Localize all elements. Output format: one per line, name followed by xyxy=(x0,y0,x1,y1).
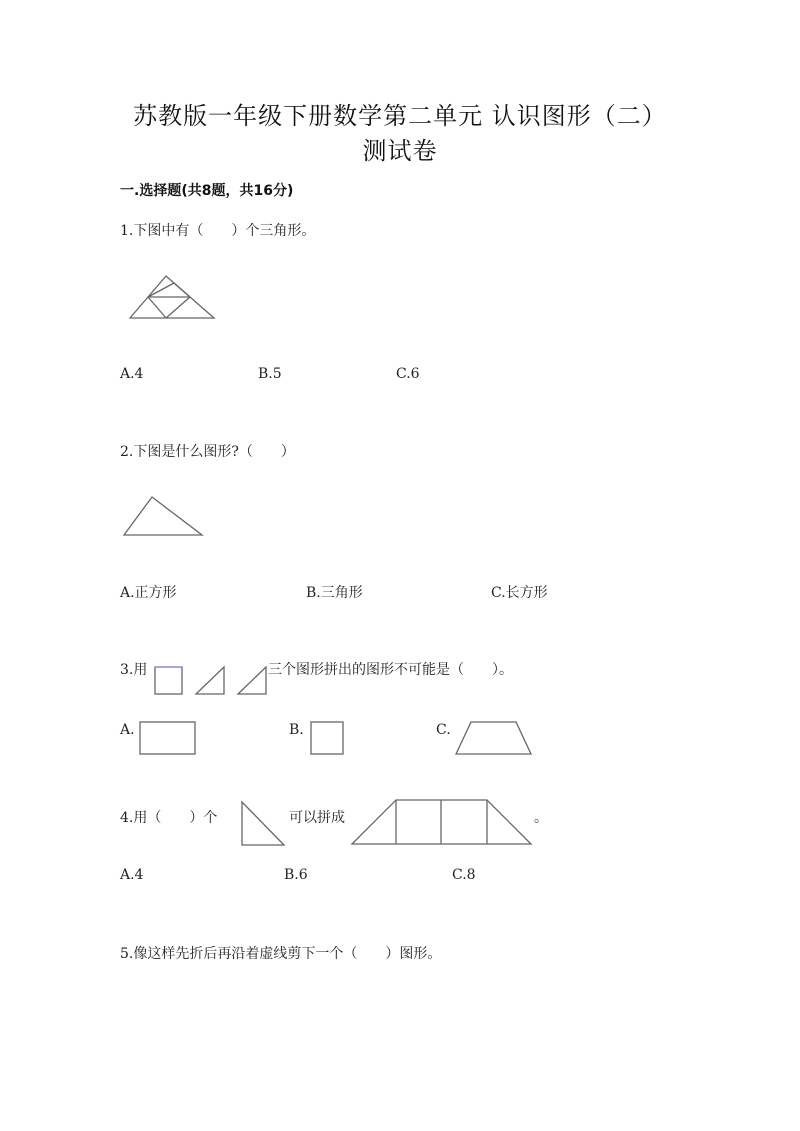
question-2-stem: 2.下图是什么图形?（ ） xyxy=(120,444,295,460)
question-1-stem: 1.下图中有（ ）个三角形。 xyxy=(120,223,316,239)
q1-option-a[interactable]: A.4 xyxy=(120,366,144,382)
question-4-stem-part3: 。 xyxy=(534,810,548,826)
q2-option-b[interactable]: B.三角形 xyxy=(306,585,363,601)
page-subtitle: 测试卷 xyxy=(362,137,438,165)
q1-triangle-figure xyxy=(126,274,218,322)
q2-option-a[interactable]: A.正方形 xyxy=(120,585,177,601)
q1-option-c[interactable]: C.6 xyxy=(396,366,420,382)
q2-option-c[interactable]: C.长方形 xyxy=(491,585,548,601)
q3-option-b-square xyxy=(309,720,345,756)
q3-shapes-figure xyxy=(152,664,272,696)
question-3-stem-suffix: 三个图形拼出的图形不可能是（ ）。 xyxy=(268,662,513,678)
page-title: 苏教版一年级下册数学第二单元 认识图形（二） xyxy=(133,102,667,130)
q1-option-b[interactable]: B.5 xyxy=(258,366,282,382)
question-4-stem-part1: 4.用（ ）个 xyxy=(120,810,218,826)
q3-option-c[interactable]: C. xyxy=(436,722,451,738)
q4-option-c[interactable]: C.8 xyxy=(452,867,476,883)
q3-option-a-rectangle xyxy=(138,720,198,756)
question-3-stem-prefix: 3.用 xyxy=(120,662,148,678)
q4-option-a[interactable]: A.4 xyxy=(120,867,144,883)
question-5-stem: 5.像这样先折后再沿着虚线剪下一个（ ）图形。 xyxy=(120,946,442,962)
q3-option-a[interactable]: A. xyxy=(120,722,135,738)
q4-option-b[interactable]: B.6 xyxy=(284,867,308,883)
q4-small-triangle xyxy=(240,800,286,848)
q4-composite-trapezoid xyxy=(350,798,534,848)
q3-option-c-trapezoid xyxy=(454,720,534,756)
q2-triangle-figure xyxy=(122,494,206,538)
question-4-stem-part2: 可以拼成 xyxy=(289,810,345,826)
q3-option-b[interactable]: B. xyxy=(289,722,304,738)
section-heading: 一.选择题(共8题，共16分) xyxy=(120,183,294,199)
